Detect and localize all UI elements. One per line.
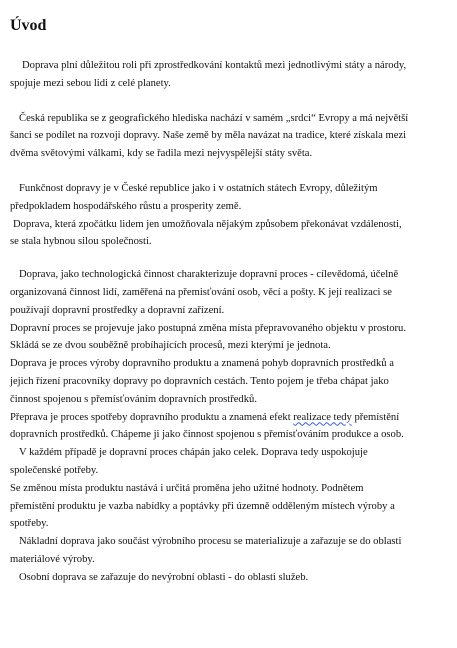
paragraph-transport-function xyxy=(10,180,455,216)
text-line: Doprava je proces výroby dopravního produktu a znamená pohyb dopravních prostředků a xyxy=(10,358,394,370)
text-line: Skládá se ze dvou souběžně probíhajících procesů, mezi kterými je jednota. xyxy=(10,340,331,352)
text-line: používají dopravní prostředky a dopravní zařízení. xyxy=(10,304,225,316)
paragraph-whole xyxy=(10,444,455,480)
paragraph-freight xyxy=(10,533,455,569)
text-line: Osobní doprava se zařazuje do nevýrobní oblasti - do oblasti služeb. xyxy=(19,571,309,583)
text-line: Doprava, která zpočátku lidem jen umožňovala nějakým způsobem překonávat vzdálenosti, xyxy=(13,218,402,230)
text-line: Se změnou místa produktu nastává i určitá proměna jeho užitné hodnoty. Podnětem xyxy=(10,482,364,494)
text-line: Doprava, jako technologická činnost charakterizuje dopravní proces - cílevědomá, účelně xyxy=(19,269,399,281)
text-line: spotřeby. xyxy=(10,518,49,530)
paragraph-transport-process xyxy=(10,320,455,356)
text-span: Přeprava je proces spotřeby dopravního produktu a znamená efekt xyxy=(10,411,294,423)
text-line: Funkčnost dopravy je v České republice jako i v ostatních státech Evropy, důležitým xyxy=(19,182,378,194)
text-line: spojuje mezi sebou lidi z celé planety. xyxy=(10,77,171,89)
document-body xyxy=(10,57,455,587)
paragraph-value-change xyxy=(10,480,455,533)
paragraph-spacer xyxy=(10,93,455,110)
paragraph-spacer xyxy=(10,251,455,266)
text-line: dopravních prostředků. Chápeme ji jako činnost spojenou s přemísťováním produkce a osob. xyxy=(10,429,404,441)
text-line: předpokladem hospodářského růstu a prosperity země. xyxy=(10,200,242,212)
paragraph-spacer xyxy=(10,163,455,180)
paragraph-technology xyxy=(10,266,455,319)
paragraph-passenger xyxy=(10,569,455,587)
paragraph-consumption xyxy=(10,409,455,445)
text-line: se stala hybnou silou společnosti. xyxy=(10,236,152,248)
paragraph-production xyxy=(10,355,455,408)
text-line xyxy=(10,409,455,427)
text-line: přemístění produktu je vazba nabídky a poptávky při územně odděleným místech výroby a xyxy=(10,500,395,512)
text-line: Nákladní doprava jako součást výrobního procesu se materializuje a zařazuje se do oblasti xyxy=(19,536,402,548)
text-span: přemístění xyxy=(351,411,400,423)
paragraph-czech-republic xyxy=(10,110,455,163)
text-line: společenské potřeby. xyxy=(10,464,99,476)
text-line: Česká republika se z geografického hlediska nachází v samém „srdci“ Evropy a má největší xyxy=(19,112,409,124)
text-line: V každém případě je dopravní proces chápán jako celek. Doprava tedy uspokojuje xyxy=(19,447,368,459)
paragraph-transport-force xyxy=(10,216,455,252)
paragraph-intro xyxy=(10,57,455,93)
text-line: Doprava plní důležitou roli při zprostředkování kontaktů mezi jednotlivými státy a národy, xyxy=(22,60,407,71)
text-line: Dopravní proces se projevuje jako postupná změna místa přepravovaného objektu v prostoru. xyxy=(10,322,406,334)
text-line: materiálové výroby. xyxy=(10,553,95,565)
text-line: činnost spojenou s přemísťováním dopravních prostředků. xyxy=(10,393,257,405)
page-title: Úvod xyxy=(10,17,47,34)
text-line: dvěma světovými válkami, kdy se řadila mezi nejvyspělejší státy světa. xyxy=(10,148,313,160)
spellcheck-marked-text[interactable]: realizace tedy xyxy=(293,411,352,423)
text-line: šanci se podílet na rozvoji dopravy. Naše země by měla navázat na tradice, které získala mezi xyxy=(10,130,407,142)
text-line: organizovaná činnost lidí, zaměřená na přemisťování osob, věcí a pošty. K její realizaci se xyxy=(10,286,392,298)
text-line: jejich řízení pracovníky dopravy po dopravních cestách. Tento pojem je třeba chápat jako xyxy=(10,375,389,387)
